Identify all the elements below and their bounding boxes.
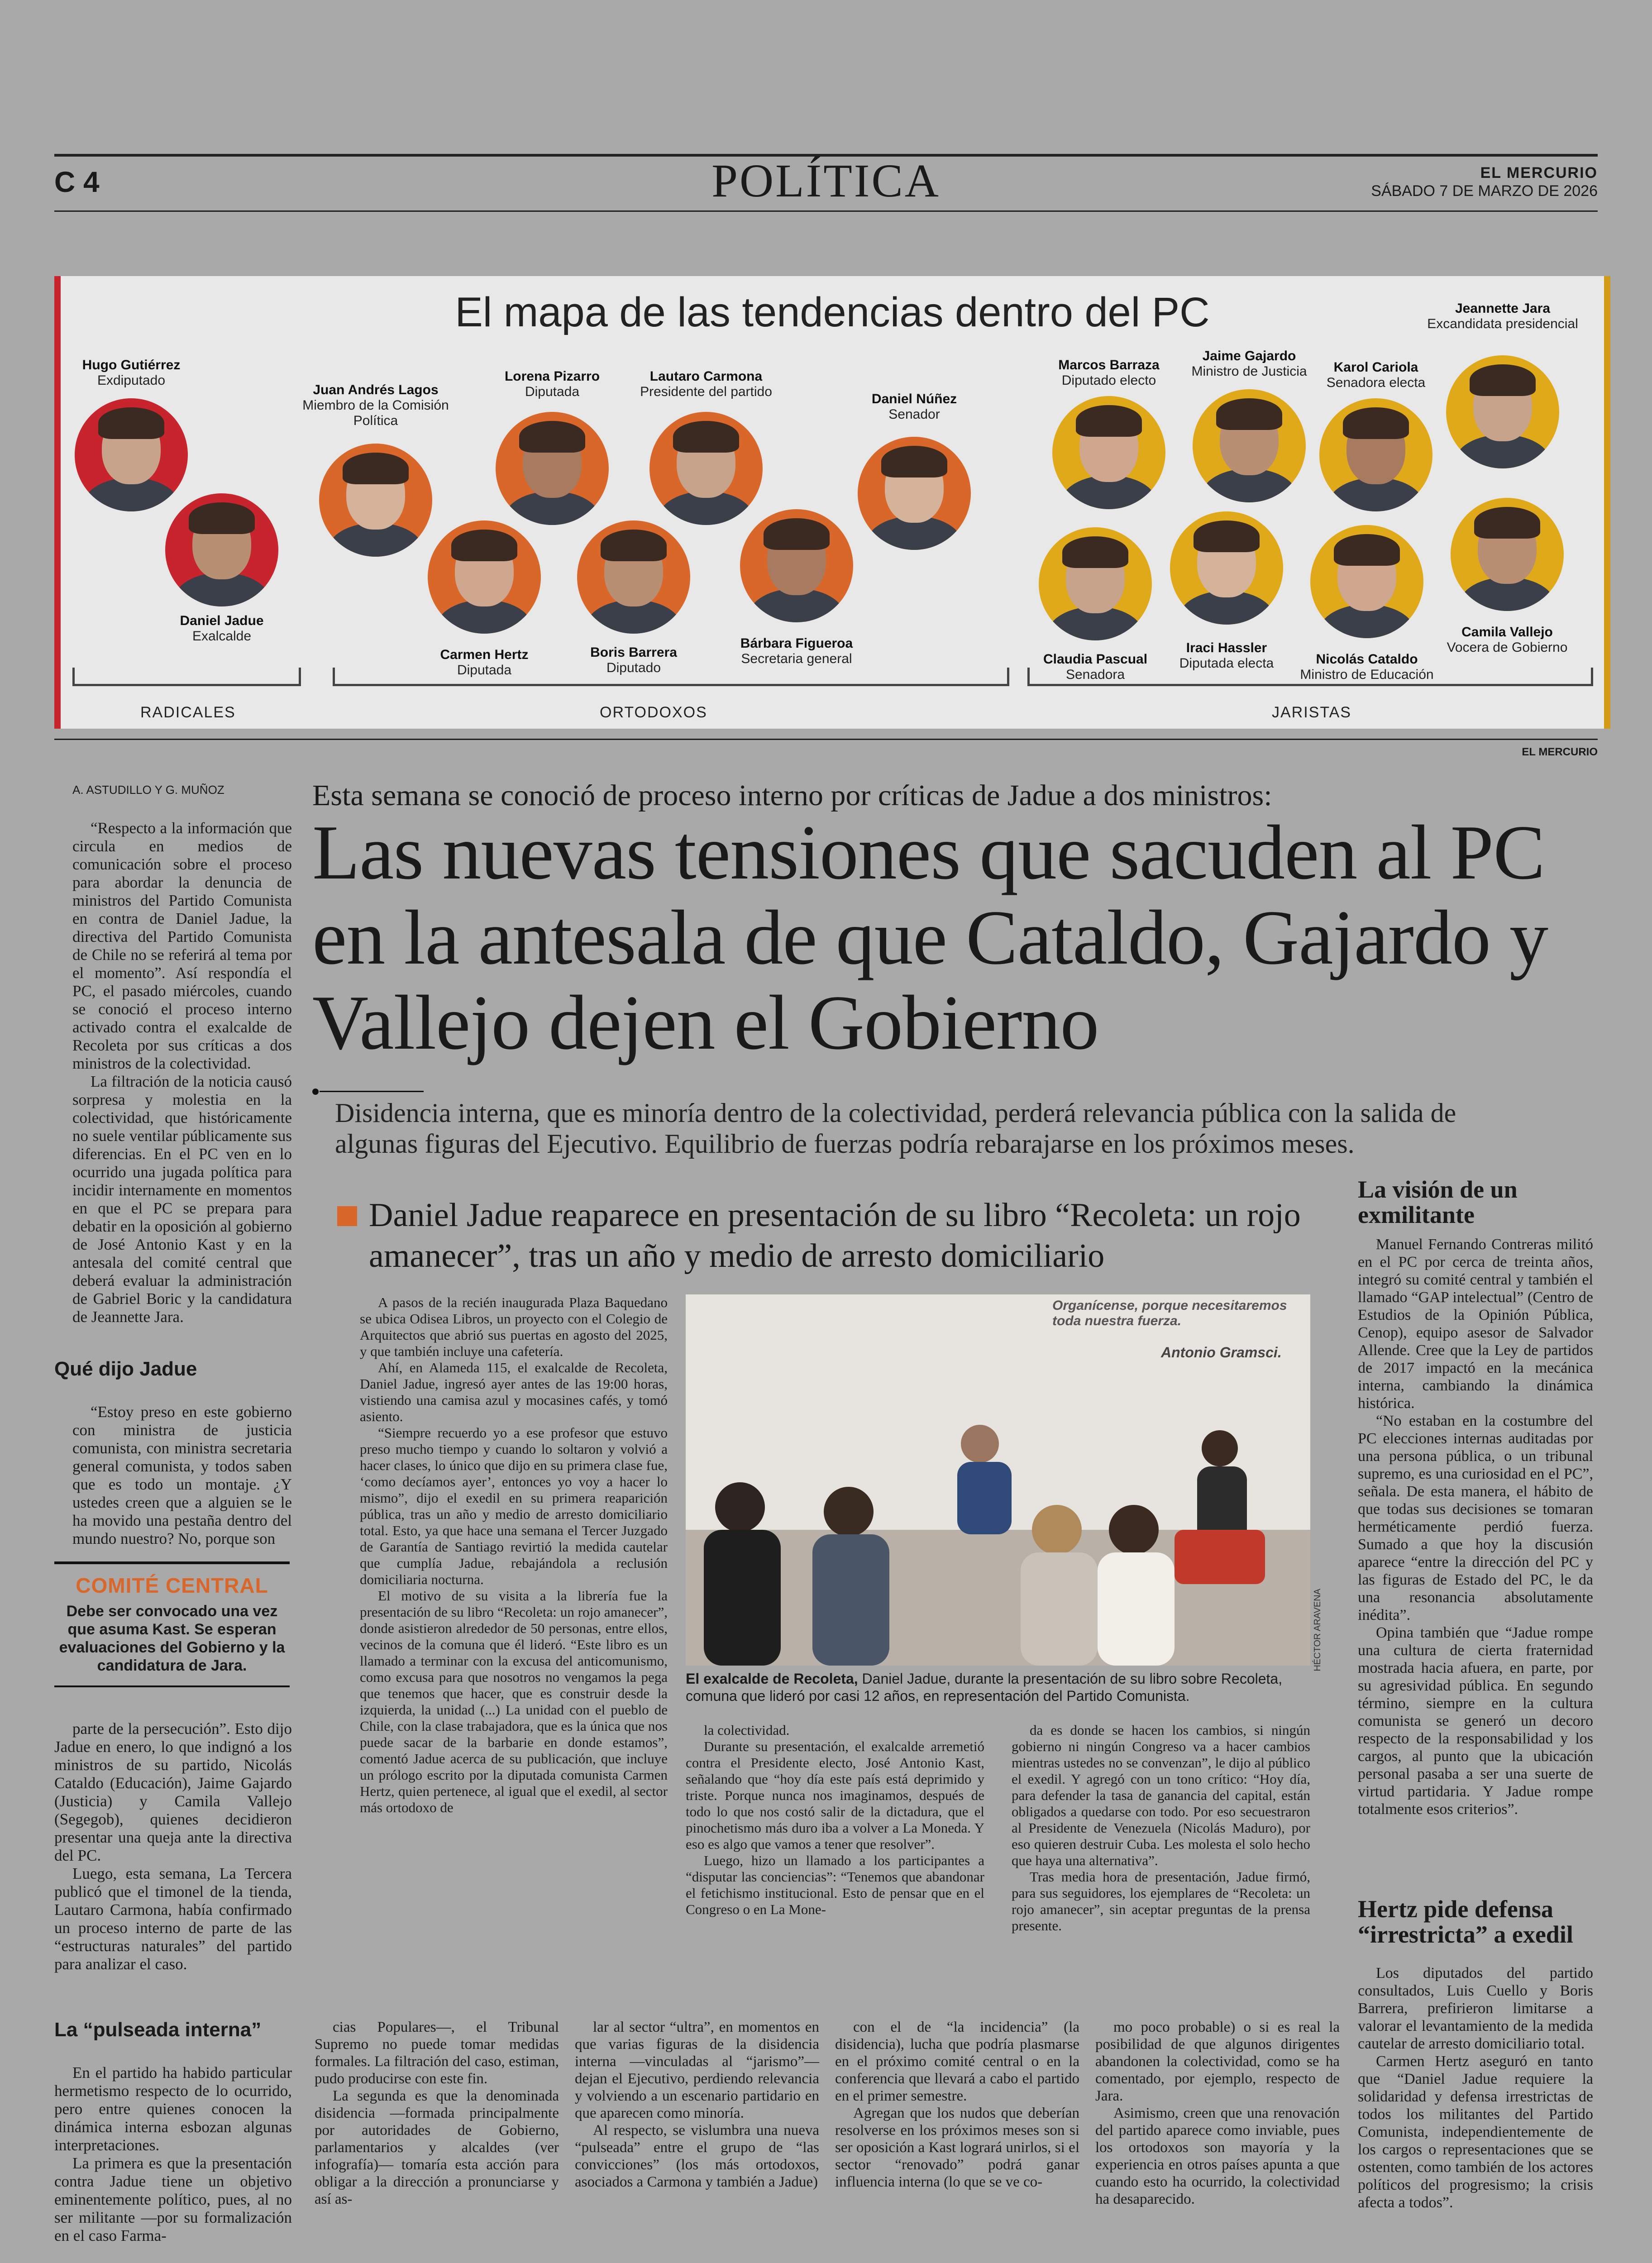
sidebar-column-2 xyxy=(1358,1964,1593,2211)
person-role: Vocera de Gobierno xyxy=(1447,640,1568,655)
paper-name: EL MERCURIO xyxy=(1480,164,1598,181)
paragraph: Opina también que “Jadue rompe una cultura de cierta fraternidad mostrada hacia afuera, en parte, por su agresividad pública. En segundo término, siempre en la cultura comunista se generó un decoro respecto de la responsabilidad y los cargos, al punto que la ubicación personal pasaba a ser una suerte de virtud partidaria. Y Jadue rompe totalmente esos criterios”. xyxy=(1358,1624,1593,1818)
avatar-hair xyxy=(519,421,585,453)
bottom-column-2 xyxy=(575,2019,819,2191)
deck-marker xyxy=(312,1089,319,1095)
paragraph: Asimismo, creen que una renovación del partido aparece como inviable, pues los ortodoxos son mayoría y la experiencia en otros países apunta a que cuando esto ha ocurrido, la colectividad ha desaparecido. xyxy=(1095,2105,1340,2207)
masthead-info xyxy=(1371,164,1598,200)
paragraph: Agregan que los nudos que deberían resolverse en los próximos meses son si ser oposición a Kast logrará unirlos, si el sector “renovado” podrá ganar influencia interna (lo que se ve co- xyxy=(835,2105,1079,2190)
person-avatar xyxy=(1170,511,1283,625)
person-label xyxy=(294,382,457,429)
column-1-part-d xyxy=(54,2064,292,2245)
comite-title: COMITÉ CENTRAL xyxy=(76,1574,268,1597)
que-dijo-heading: Qué dijo Jadue xyxy=(54,1358,197,1380)
person-label xyxy=(1294,360,1457,391)
person-avatar xyxy=(1039,527,1152,640)
paragraph: “No estaban en la costumbre del PC elecciones internas auditadas por una persona pública, o un tribunal supremo, es una curiosidad en el PC”, señala. De esta manera, el hábito de que todas sus decisiones se tomaran herméticamente perdió fuerza. Sumado a que hoy la discusión aparece “entre la dirección del PC y las figuras de Estado del PC, le da una resonancia absolutamente inédita”. xyxy=(1358,1413,1593,1623)
paragraph: lar al sector “ultra”, en momentos en que varias figuras de la disidencia interna —vinculadas al “jarismo”— dejan el Ejecutivo, perdiendo relevancia y volviendo a un escenario partidario en que aparecen como minoría. xyxy=(575,2019,819,2121)
person-name: Nicolás Cataldo xyxy=(1316,652,1418,667)
person-avatar xyxy=(319,444,432,557)
person-role: Diputada xyxy=(525,384,580,399)
avatar-hair xyxy=(1062,536,1128,568)
person-role: Senadora xyxy=(1065,667,1125,682)
group-label-jaristas: JARISTAS xyxy=(1272,704,1351,721)
person-role: Exalcalde xyxy=(192,629,252,644)
issue-date: SÁBADO 7 DE MARZO DE 2026 xyxy=(1371,182,1598,200)
column-3-text xyxy=(686,1722,984,1918)
paragraph: Carmen Hertz aseguró en tanto que “Daniel Jadue requiere la solidaridad y defensa irrestrictas de todos los militantes del Partido Comunista, independientemente de los cargos o representaciones que se ostenten, como también de los actores políticos del progresismo; la crisis afecta a todos”. xyxy=(1358,2053,1593,2211)
person-avatar xyxy=(496,412,609,525)
paragraph: “Estoy preso en este gobierno con ministra de justicia comunista, con ministra secretaria general comunista, y todos saben que es todo un montaje. ¿Y ustedes creen que a alguien se le ha movido una pestaña dentro del mundo nuestro? No, porque son xyxy=(72,1403,292,1547)
person-label xyxy=(833,391,996,422)
infographic-bottom-rule xyxy=(54,739,1598,740)
person-role: Diputada xyxy=(457,663,512,678)
section-title: POLÍTICA xyxy=(711,155,941,207)
pulseada-heading: La “pulseada interna” xyxy=(54,2019,262,2041)
column-1d-text xyxy=(54,2064,292,2245)
bottom-column-1 xyxy=(315,2019,559,2208)
person-avatar xyxy=(858,437,971,550)
article-kicker: Esta semana se conoció de proceso interno por críticas de Jadue a dos ministros: xyxy=(312,779,1272,812)
paragraph: “Respecto a la información que circula en medios de comunicación sobre el proceso para abordar la denuncia de ministros del Partido Comunista en contra de Daniel Jadue, la directiva del Partido Comunista de Chile no se referirá al tema por el momento”. Así respondía el PC, el pasado miércoles, cuando se conoció el proceso interno activado contra el exalcalde de Recoleta por sus críticas a dos ministros de la colectividad. xyxy=(72,819,292,1072)
sidebar-column-1 xyxy=(1358,1236,1593,1818)
person-avatar xyxy=(1319,398,1432,511)
paragraph: Los diputados del partido consultados, Luis Cuello y Boris Barrera, prefirieron limitarse a valorar el levantamiento de la medida cautelar de arresto domiciliario total. xyxy=(1358,1965,1593,2052)
person-label xyxy=(1145,640,1308,671)
sidebar-heading-exmilitante: La visión de un exmilitante xyxy=(1358,1176,1518,1228)
comite-central-box xyxy=(54,1561,290,1687)
bottom-column-2-text xyxy=(575,2019,819,2191)
paragraph: Ahí, en Alameda 115, el exalcalde de Recoleta, Daniel Jadue, ingresó ayer antes de las 19:00 horas, vistiendo una camisa azul y mocasines cafés, y tomó asiento. xyxy=(360,1360,668,1424)
avatar-hair xyxy=(673,421,739,453)
person-avatar xyxy=(740,509,853,622)
person-label xyxy=(625,369,788,400)
article-byline: A. ASTUDILLO Y G. MUÑOZ xyxy=(72,783,224,797)
bracket-radicales xyxy=(72,668,301,686)
bracket-jaristas xyxy=(1027,668,1593,686)
person-name: Daniel Jadue xyxy=(180,613,264,628)
paragraph: Luego, hizo un llamado a los participantes a “disputar las conciencias”: “Tenemos que abandonar el fetichismo institucional. Esto de pensar que en el Congreso o en La Mone- xyxy=(686,1852,984,1917)
person-role: Diputado electo xyxy=(1061,373,1156,388)
avatar-hair xyxy=(343,453,409,484)
avatar-hair xyxy=(1470,364,1536,396)
person-role: Ministro de Justicia xyxy=(1191,364,1307,379)
person-role: Presidente del partido xyxy=(640,384,772,399)
group-label-ortodoxos: ORTODOXOS xyxy=(600,704,707,721)
paragraph: La segunda es que la denominada disidencia —formada principalmente por autoridades de Gobierno, parlamentarios y alcaldes (ver infografía)— tomaría esta acción para obligar a la dirección a pronunciarse y así as- xyxy=(315,2088,559,2207)
person-label xyxy=(471,369,634,400)
subhead-marker xyxy=(337,1206,357,1226)
article-headline: Las nuevas tensiones que sacuden al PC en la antesala de que Cataldo, Gajardo y Vallejo dejen el Gobierno xyxy=(312,810,1548,1066)
column-1-text xyxy=(72,819,292,1326)
person-avatar xyxy=(1052,396,1165,509)
avatar-hair xyxy=(1216,398,1282,430)
person-role: Senadora electa xyxy=(1326,375,1426,390)
paragraph: “Siempre recuerdo yo a ese profesor que estuvo preso mucho tiempo y cuando lo soltaron y volvió a hacer clases, lo único que dijo en su primera clase fue, ‘como decíamos ayer’, entonces yo voy a hacer lo mismo”, dijo el exedil en su primera reaparición pública, tras un año y medio de arresto domiciliario total. Esto, ya que hace una semana el Tercer Juzgado de Garantía de Santiago revirtió la medida cautelar que cumplía Jadue, rebajándola a reclusión domiciliaria nocturna. xyxy=(360,1425,668,1587)
person-name: Bárbara Figueroa xyxy=(740,636,853,651)
bottom-column-4 xyxy=(1095,2019,1340,2208)
person-name: Hugo Gutiérrez xyxy=(82,358,181,372)
person-label xyxy=(1426,625,1589,655)
paragraph: Durante su presentación, el exalcalde arremetió contra el Presidente electo, José Antonio Kast, señalando que “hoy día este país está deprimido y triste. Porque nunca nos imaginamos, después de todo lo que nos costó salir de la dictadura, que el pinochetismo más duro iba a volver a La Moneda. Y eso es algo que vamos a tener que resolver”. xyxy=(686,1738,984,1852)
paragraph: Tras media hora de presentación, Jadue firmó, para sus seguidores, los ejemplares de “Recoleta: un rojo amanecer”, sin aceptar preguntas de la prensa presente. xyxy=(1012,1869,1310,1934)
person-label xyxy=(1421,301,1584,332)
person-role: Ministro de Educación xyxy=(1300,667,1434,682)
person-role: Exdiputado xyxy=(97,373,166,388)
sidebar-2-text xyxy=(1358,1964,1593,2211)
person-label xyxy=(715,636,878,667)
photo-quote: Organícense, porque necesitaremos toda nuestra fuerza. xyxy=(1052,1298,1287,1328)
sidebar-heading-hertz: Hertz pide defensa “irrestricta” a exedil xyxy=(1358,1895,1573,1948)
column-4 xyxy=(1012,1722,1310,1934)
paragraph: cias Populares—, el Tribunal Supremo no puede tomar medidas formales. La filtración del caso, estiman, pudo producirse con este fin. xyxy=(315,2019,559,2087)
person-name: Marcos Barraza xyxy=(1058,358,1160,372)
column-1-part-c xyxy=(54,1720,292,1973)
column-1c-text xyxy=(54,1720,292,1973)
person-avatar xyxy=(75,398,188,511)
person-avatar xyxy=(649,412,763,525)
person-role: Excandidata presidencial xyxy=(1427,316,1578,331)
paragraph: la colectividad. xyxy=(704,1722,790,1738)
paragraph: La primera es que la presentación contra Jadue tiene un objetivo eminentemente político, pues, al no ser militante —por su formalización en el caso Farma- xyxy=(54,2154,292,2244)
paragraph: Luego, esta semana, La Tercera publicó que el timonel de la tienda, Lautaro Carmona, había confirmado un proceso interno de parte de las “estructuras naturales” del partido para analizar el caso. xyxy=(54,1865,292,1973)
avatar-hair xyxy=(98,407,164,439)
avatar-hair xyxy=(764,518,830,550)
infographic-credit: EL MERCURIO xyxy=(1522,746,1598,758)
comite-body: Debe ser convocado una vez que asuma Kast. Se esperan evaluaciones del Gobierno y la candidatura de Jara. xyxy=(59,1603,285,1674)
paragraph: mo poco probable) o si es real la posibilidad de que algunos dirigentes abandonen la colectividad, como se ha comentado, por ejemplo, respecto de Jara. xyxy=(1095,2019,1340,2104)
person-name: Jeannette Jara xyxy=(1455,301,1551,316)
paragraph: Manuel Fernando Contreras militó en el PC por cerca de treinta años, integró su comité central y también el llamado “GAP intelectual” (Centro de Estudios de la Opinión Pública, Cenop), equipo asesor de Salvador Allende. Cree que la Ley de partidos de 2017 impactó en la mecánica interna, cambiando la dinámica histórica. xyxy=(1358,1236,1593,1412)
page-folio: C 4 xyxy=(54,166,100,198)
person-label xyxy=(50,358,213,388)
person-avatar xyxy=(577,520,690,634)
infographic-title: El mapa de las tendencias dentro del PC xyxy=(455,289,1210,335)
avatar-hair xyxy=(1343,407,1409,439)
person-role: Diputado xyxy=(606,660,661,675)
paragraph: Al respecto, se vislumbra una nueva “pulseada” entre el grupo de “las convicciones” (los más ortodoxos, asociados a Carmona y también a Jadue) xyxy=(575,2122,819,2190)
avatar-hair xyxy=(189,502,255,534)
group-label-radicales: RADICALES xyxy=(140,704,236,721)
person-avatar xyxy=(1451,498,1564,611)
column-2-text xyxy=(360,1294,668,1816)
event-photo xyxy=(686,1294,1310,1666)
avatar-hair xyxy=(601,530,667,561)
person-avatar xyxy=(428,520,541,634)
bottom-column-3-text xyxy=(835,2019,1079,2191)
person-name: Boris Barrera xyxy=(590,645,677,660)
column-1-part-b xyxy=(72,1403,292,1548)
paragraph: da es donde se hacen los cambios, si ningún gobierno ni ningún Congreso va a hacer cambios mientras ustedes no se convenzan”, le dijo al público el exedil. Y agregó con un tono crítico: “Hoy día, para defender la tasa de ganancia del capital, están obligados a quedarse con todo. Por eso secuestraron al Presidente de Venezuela (Nicolás Maduro), por eso quieren destruir Cuba. Les molesta el solo hecho que haya una alternativa”. xyxy=(1012,1722,1310,1868)
person-avatar xyxy=(1310,525,1423,638)
caption-lead: El exalcalde de Recoleta, xyxy=(686,1671,858,1687)
paragraph: La filtración de la noticia causó sorpresa y molestia en la colectividad, que históricamente no suele ventilar públicamente sus diferencias. En el PC ven en lo ocurrido una jugada política para incidir internamente en momentos en que el PC se prepara para debatir en la oposición al gobierno de José Antonio Kast y en la antesala del comité central que deberá evaluar la administración de Gabriel Boric y la candidatura de Jeannette Jara. xyxy=(72,1073,292,1326)
sidebar-1-text xyxy=(1358,1236,1593,1818)
person-name: Iraci Hassler xyxy=(1186,640,1267,655)
person-role: Secretaria general xyxy=(741,651,852,666)
paragraph: con el de “la incidencia” (la disidencia), lucha que podría plasmarse en el próximo comité central o en la conferencia que llevará a cabo el partido en el primer semestre. xyxy=(835,2019,1079,2104)
person-role: Senador xyxy=(888,407,940,422)
person-role: Miembro de la Comisión Política xyxy=(302,398,449,428)
avatar-hair xyxy=(451,530,517,561)
photo-credit: HÉCTOR ARAVENA xyxy=(1313,1589,1323,1671)
person-name: Camila Vallejo xyxy=(1461,625,1553,640)
caption-text: Daniel Jadue, durante la presentación de su libro sobre Recoleta, comuna que lideró por casi 12 años, en representación del Partido Comunista. xyxy=(686,1671,1283,1704)
person-name: Jaime Gajardo xyxy=(1202,349,1296,363)
paragraph: A pasos de la recién inaugurada Plaza Baquedano se ubica Odisea Libros, un proyecto con el Colegio de Arquitectos que abrió sus puertas en agosto del 2025, y que también incluye una cafetería. xyxy=(360,1294,668,1359)
person-name: Juan Andrés Lagos xyxy=(313,382,439,397)
avatar-hair xyxy=(1076,405,1142,437)
bottom-column-3 xyxy=(835,2019,1079,2191)
person-role: Diputada electa xyxy=(1179,656,1274,671)
person-label xyxy=(140,613,303,644)
bottom-column-1-text xyxy=(315,2019,559,2208)
person-name: Lorena Pizarro xyxy=(504,369,600,384)
person-name: Carmen Hertz xyxy=(440,647,529,662)
person-name: Karol Cariola xyxy=(1333,360,1418,375)
bracket-ortodoxos xyxy=(333,668,1009,686)
article-deck: Disidencia interna, que es minoría dentro de la colectividad, perderá relevancia pública con la salida de algunas figuras del Ejecutivo. Equilibrio de fuerzas podría rebarajarse en los próximos meses. xyxy=(335,1098,1456,1159)
column-1-part-a xyxy=(72,819,292,1326)
paragraph: En el partido ha habido particular hermetismo respecto de lo ocurrido, pero entre quienes conocen la dinámica interna esbozan algunas interpretaciones. xyxy=(54,2064,292,2154)
bottom-column-4-text xyxy=(1095,2019,1340,2208)
column-4-text xyxy=(1012,1722,1310,1934)
article-subhead: Daniel Jadue reaparece en presentación de su libro “Recoleta: un rojo amanecer”, tras un año y medio de arresto domiciliario xyxy=(369,1197,1301,1275)
person-name: Daniel Núñez xyxy=(871,391,957,406)
paragraph: parte de la persecución”. Esto dijo Jadue en enero, lo que indignó a los ministros de su partido, Nicolás Cataldo (Educación), Jaime Gajardo (Justicia) y Camila Vallejo (Segegob), quienes decidieron presentar una queja ante la directiva del PC. xyxy=(54,1720,292,1864)
person-name: Lautaro Carmona xyxy=(649,369,763,384)
deck-rule xyxy=(320,1091,424,1092)
person-avatar xyxy=(1193,389,1306,502)
person-avatar xyxy=(165,493,278,606)
avatar-hair xyxy=(881,446,947,477)
header-bottom-rule xyxy=(54,210,1598,212)
person-name: Claudia Pascual xyxy=(1043,652,1148,667)
avatar-hair xyxy=(1334,534,1400,566)
column-1b-text xyxy=(72,1403,292,1548)
person-avatar xyxy=(1446,355,1559,468)
person-label xyxy=(1027,358,1190,388)
avatar-hair xyxy=(1194,520,1260,552)
column-2 xyxy=(360,1294,668,1816)
photo-caption xyxy=(686,1670,1310,1704)
avatar-hair xyxy=(1474,507,1540,539)
photo-quote-author: Antonio Gramsci. xyxy=(1161,1344,1282,1361)
column-3 xyxy=(686,1722,984,1918)
paragraph: El motivo de su visita a la librería fue la presentación de su libro “Recoleta: un rojo amanecer”, donde asistieron alrededor de 50 personas, entre ellos, vecinos de la comuna que él lideró. “Este libro es un llamado a terminar con la excusa del anticomunismo, como excusa para que nosotros no vengamos la pega que tenemos que hacer, que es construir desde la izquierda, la unidad (...) La unidad con el pueblo de Chile, con la clase trabajadora, que es la única que nos puede sacar de la barbarie en donde estamos”, comentó Jadue acerca de su publicación, que incluye un prólogo escrito por la diputada comunista Carmen Hertz, quien pertenece, al igual que el exedil, al sector más ortodoxo de xyxy=(360,1588,668,1815)
